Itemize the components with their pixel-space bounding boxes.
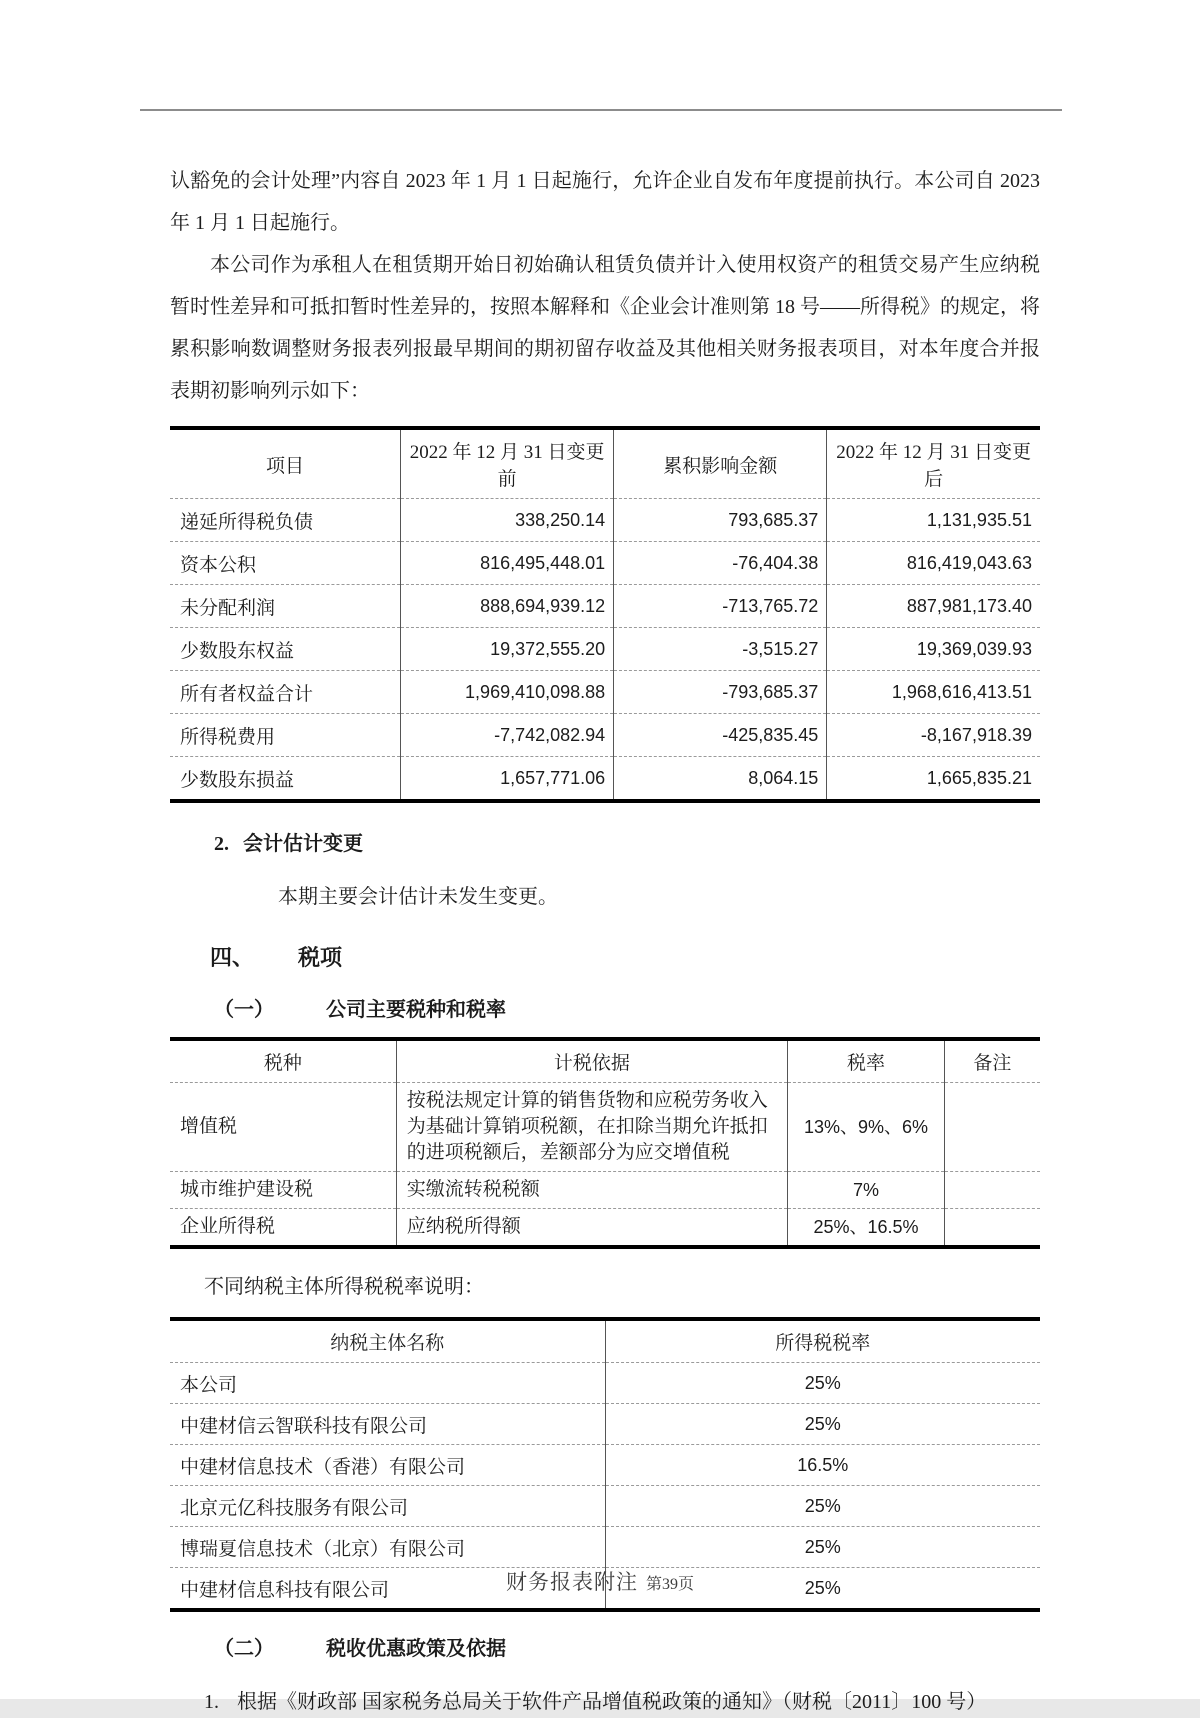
value-before: 888,694,939.12: [401, 585, 614, 628]
value-before: 19,372,555.20: [401, 628, 614, 671]
entity-rate: 25%: [605, 1486, 1040, 1527]
page-footer: [0, 1566, 1200, 1596]
entity-name: 中建材信息科技有限公司: [170, 1568, 605, 1611]
heading-number: （一）: [214, 999, 274, 1021]
table-row: [170, 1404, 1040, 1445]
policy-item-1: [204, 1686, 1040, 1718]
value-before: -7,742,082.94: [401, 714, 614, 757]
paragraph-lease-adjustment: 本公司作为承租人在租赁期开始日初始确认租赁负债并计入使用权资产的租赁交易产生应纳税暂时性差异和可抵扣暂时性差异的，按照本解释和《企业会计准则第 18 号——所得税》的规定，将累积影响数调整财务报表列报最早期间的期初留存收益及其他相关财务报表项目，对本年度合并报表期初影响列示如下：: [170, 254, 1040, 402]
heading-text: 税项: [298, 945, 343, 970]
value-after: 19,369,039.93: [827, 628, 1040, 671]
tax-rate: 7%: [788, 1172, 945, 1209]
tax-type: 增值税: [170, 1083, 396, 1172]
tax-rate: 25%、16.5%: [788, 1209, 945, 1248]
entity-rate-note: 不同纳税主体所得税税率说明：: [204, 1276, 484, 1298]
heading-text: 税收优惠政策及依据: [326, 1638, 506, 1660]
row-label: 未分配利润: [170, 585, 401, 628]
heading-number: 2.: [214, 833, 229, 855]
tax-basis: 应纳税所得额: [396, 1209, 788, 1248]
entity-table-header-row: [170, 1319, 1040, 1363]
table-row: [170, 1527, 1040, 1568]
value-after: 887,981,173.40: [827, 585, 1040, 628]
heading-tax-incentives: [214, 1634, 1040, 1664]
list-item-text: 根据《财政部 国家税务总局关于软件产品增值税政策的通知》（财税〔2011〕100 号）: [237, 1691, 987, 1713]
entity-name: 本公司: [170, 1363, 605, 1404]
tax-rate: 13%、9%、6%: [788, 1083, 945, 1172]
value-after: 1,665,835.21: [827, 757, 1040, 802]
table-row: [170, 499, 1040, 542]
tax-type-table: [170, 1037, 1040, 1249]
column-header-income-tax-rate: 所得税税率: [605, 1319, 1040, 1363]
footer-page-number: 第39页: [645, 1576, 694, 1593]
column-header-after: 2022 年 12 月 31 日变更后: [827, 428, 1040, 499]
heading-number: （二）: [214, 1638, 274, 1660]
value-impact: -3,515.27: [614, 628, 827, 671]
value-before: 1,969,410,098.88: [401, 671, 614, 714]
column-header-tax-type: 税种: [170, 1039, 396, 1083]
estimate-body-text: 本期主要会计估计未发生变更。: [278, 886, 558, 908]
entity-name: 北京元亿科技服务有限公司: [170, 1486, 605, 1527]
value-after: 816,419,043.63: [827, 542, 1040, 585]
column-header-tax-rate: 税率: [788, 1039, 945, 1083]
entity-rate: 16.5%: [605, 1445, 1040, 1486]
table-row: [170, 1172, 1040, 1209]
entity-rate: 25%: [605, 1363, 1040, 1404]
table-row: [170, 585, 1040, 628]
adjustment-table: [170, 426, 1040, 803]
tax-remark: [944, 1083, 1040, 1172]
tax-remark: [944, 1209, 1040, 1248]
value-impact: 793,685.37: [614, 499, 827, 542]
value-impact: -713,765.72: [614, 585, 827, 628]
table-row: [170, 542, 1040, 585]
entity-rate: 25%: [605, 1404, 1040, 1445]
entity-name: 博瑞夏信息技术（北京）有限公司: [170, 1527, 605, 1568]
row-label: 少数股东损益: [170, 757, 401, 802]
tax-table-header-row: [170, 1039, 1040, 1083]
heading-number: 四、: [210, 945, 255, 970]
heading-tax-section: [210, 943, 1040, 973]
heading-accounting-estimate: [214, 829, 1040, 859]
table-row: [170, 628, 1040, 671]
row-label: 所得税费用: [170, 714, 401, 757]
table-row: [170, 1363, 1040, 1404]
entity-name: 中建材信云智联科技有限公司: [170, 1404, 605, 1445]
entity-rate: 25%: [605, 1568, 1040, 1611]
tax-type: 企业所得税: [170, 1209, 396, 1248]
table-row: [170, 1083, 1040, 1172]
value-impact: 8,064.15: [614, 757, 827, 802]
heading-text: 会计估计变更: [243, 833, 363, 855]
heading-text: 公司主要税种和税率: [326, 999, 506, 1021]
value-after: 1,131,935.51: [827, 499, 1040, 542]
table-row: [170, 671, 1040, 714]
value-before: 338,250.14: [401, 499, 614, 542]
table-row: [170, 714, 1040, 757]
value-impact: -793,685.37: [614, 671, 827, 714]
header-divider: [140, 109, 1062, 111]
table-row: [170, 757, 1040, 802]
entity-rate: 25%: [605, 1527, 1040, 1568]
column-header-item: 项目: [170, 428, 401, 499]
value-after: -8,167,918.39: [827, 714, 1040, 757]
footer-title: 财务报表附注: [505, 1570, 638, 1594]
adjustment-table-header-row: [170, 428, 1040, 499]
tax-remark: [944, 1172, 1040, 1209]
column-header-before: 2022 年 12 月 31 日变更前: [401, 428, 614, 499]
list-item-number: 1.: [204, 1691, 219, 1713]
value-after: 1,968,616,413.51: [827, 671, 1040, 714]
entity-name: 中建材信息技术（香港）有限公司: [170, 1445, 605, 1486]
heading-main-taxes: [214, 995, 1040, 1025]
value-before: 816,495,448.01: [401, 542, 614, 585]
tax-basis: 实缴流转税税额: [396, 1172, 788, 1209]
paragraph-effective-date: 认豁免的会计处理”内容自 2023 年 1 月 1 日起施行，允许企业自发布年度提前执行。本公司自 2023 年 1 月 1 日起施行。: [170, 170, 1040, 234]
column-header-remark: 备注: [944, 1039, 1040, 1083]
column-header-tax-basis: 计税依据: [396, 1039, 788, 1083]
value-before: 1,657,771.06: [401, 757, 614, 802]
column-header-impact: 累积影响金额: [614, 428, 827, 499]
table-row: [170, 1445, 1040, 1486]
row-label: 资本公积: [170, 542, 401, 585]
value-impact: -76,404.38: [614, 542, 827, 585]
row-label: 所有者权益合计: [170, 671, 401, 714]
value-impact: -425,835.45: [614, 714, 827, 757]
table-row: [170, 1209, 1040, 1248]
page-content: [170, 160, 1040, 1718]
table-row: [170, 1486, 1040, 1527]
tax-basis: 按税法规定计算的销售货物和应税劳务收入为基础计算销项税额，在扣除当期允许抵扣的进项税额后，差额部分为应交增值税: [396, 1083, 788, 1172]
column-header-entity-name: 纳税主体名称: [170, 1319, 605, 1363]
row-label: 少数股东权益: [170, 628, 401, 671]
row-label: 递延所得税负债: [170, 499, 401, 542]
tax-type: 城市维护建设税: [170, 1172, 396, 1209]
